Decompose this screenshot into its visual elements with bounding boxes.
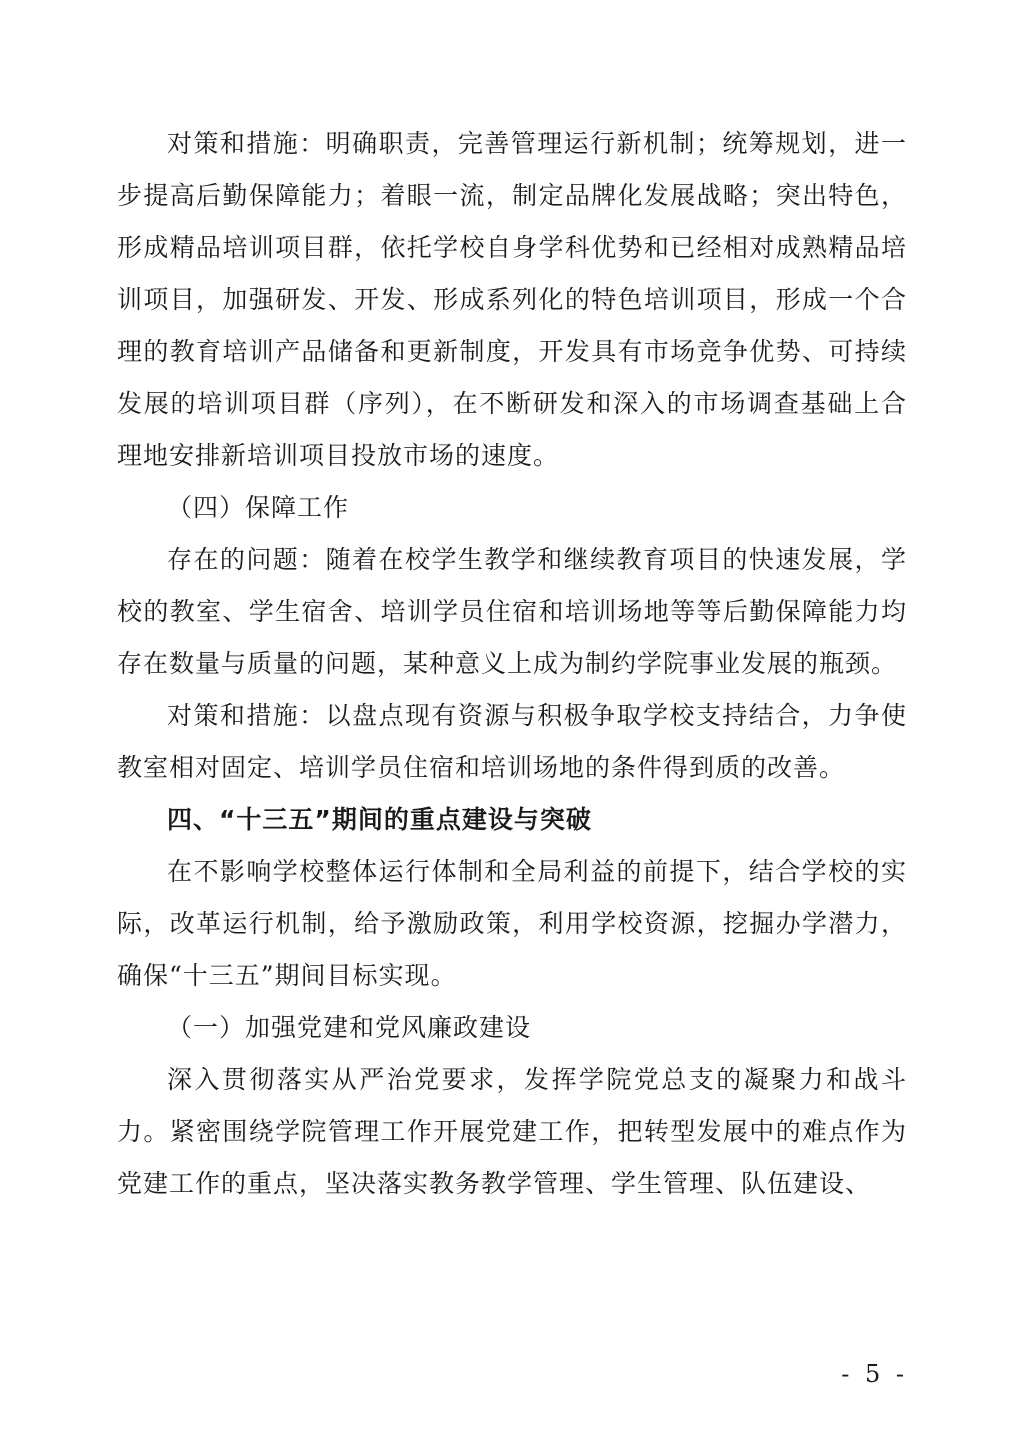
paragraph-countermeasures-1: 对策和措施：明确职责，完善管理运行新机制；统筹规划，进一步提高后勤保障能力；着眼一流，制定品牌化发展战略；突出特色，形成精品培训项目群，依托学校自身学科优势和已经相对成熟精品培训项目，加强研发、开发、形成系列化的特色培训项目，形成一个合理的教育培训产品储备和更新制度，开发具有市场竞争优势、可持续发展的培训项目群（序列），在不断研发和深入的市场调查基础上合理地安排新培训项目投放市场的速度。 [117, 129, 907, 470]
paragraph-existing-problems: 存在的问题：随着在校学生教学和继续教育项目的快速发展，学校的教室、学生宿舍、培训学员住宿和培训场地等等后勤保障能力均存在数量与质量的问题，某种意义上成为制约学院事业发展的瓶颈。 [117, 545, 907, 678]
page-number: - 5 - [841, 1360, 908, 1388]
paragraph-party-building: 深入贯彻落实从严治党要求，发挥学院党总支的凝聚力和战斗力。紧密围绕学院管理工作开展党建工作，把转型发展中的难点作为党建工作的重点，坚决落实教务教学管理、学生管理、队伍建设、 [117, 1065, 907, 1198]
section-heading-support-work: （四）保障工作 [167, 493, 350, 522]
paragraph-intro-reform: 在不影响学校整体运行体制和全局利益的前提下，结合学校的实际，改革运行机制，给予激励政策，利用学校资源，挖掘办学潜力，确保“十三五”期间目标实现。 [117, 857, 907, 990]
chapter-heading-key-construction: 四、“十三五”期间的重点建设与突破 [167, 805, 592, 834]
document-body [117, 118, 907, 1210]
section-heading-party-building: （一）加强党建和党风廉政建设 [167, 1013, 532, 1042]
paragraph-countermeasures-2: 对策和措施：以盘点现有资源与积极争取学校支持结合，力争使教室相对固定、培训学员住宿和培训场地的条件得到质的改善。 [117, 701, 907, 782]
